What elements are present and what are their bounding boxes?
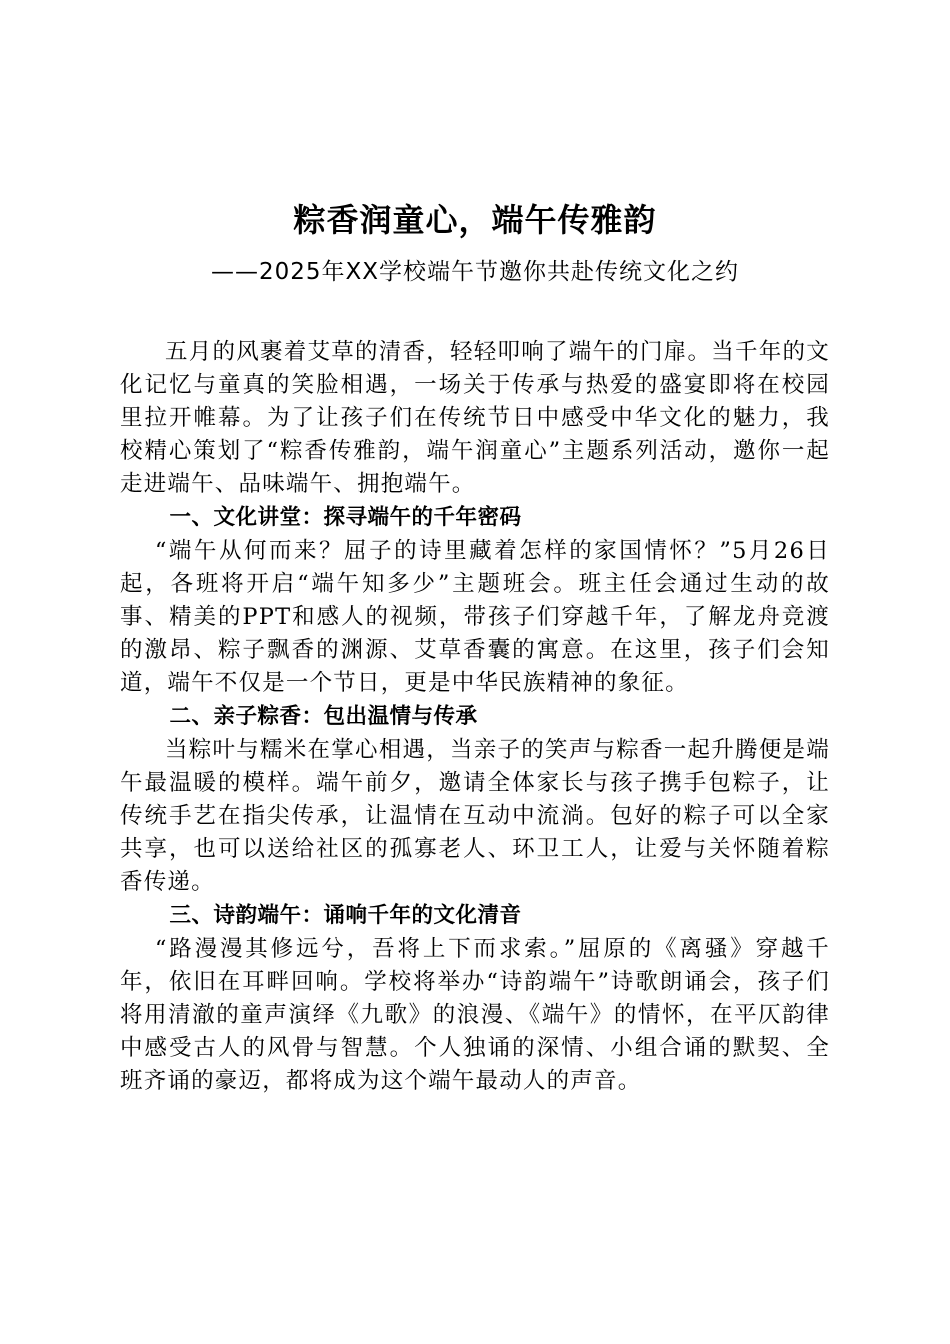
section-heading-poetry-recital: 三、诗韵端午：诵响千年的文化清音 xyxy=(169,903,522,928)
document-body xyxy=(120,336,830,1098)
section-heading-family-zongzi: 二、亲子粽香：包出温情与传承 xyxy=(169,704,478,729)
document-page xyxy=(120,196,830,1098)
document-title: 粽香润童心，端午传雅韵 xyxy=(293,201,657,239)
section-paragraph-poetry-recital: “路漫漫其修远兮，吾将上下而求索。”屈原的《离骚》穿越千年，依旧在耳畔回响。学校将举办“诗韵端午”诗歌朗诵会，孩子们将用清澈的童声演绎《九歌》的浪漫、《端午》的情怀，在平仄韵律中感受古人的风骨与智慧。个人独诵的深情、小组合诵的默契、全班齐诵的豪迈，都将成为这个端午最动人的声音。 xyxy=(120,936,830,1094)
intro-paragraph: 五月的风裹着艾草的清香，轻轻叩响了端午的门扉。当千年的文化记忆与童真的笑脸相遇，一场关于传承与热爱的盛宴即将在校园里拉开帷幕。为了让孩子们在传统节日中感受中华文化的魅力，我校精心策划了“粽香传雅韵，端午润童心”主题系列活动，邀你一起走进端午、品味端午、拥抱端午。 xyxy=(120,339,830,497)
section-paragraph-culture-lecture: “端午从何而来？屈子的诗里藏着怎样的家国情怀？”5月26日起，各班将开启“端午知多少”主题班会。班主任会通过生动的故事、精美的PPT和感人的视频，带孩子们穿越千年，了解龙舟竞渡的激昂、粽子飘香的渊源、艾草香囊的寓意。在这里，孩子们会知道，端午不仅是一个节日，更是中华民族精神的象征。 xyxy=(120,538,830,696)
section-heading-culture-lecture: 一、文化讲堂：探寻端午的千年密码 xyxy=(169,505,522,530)
section-paragraph-family-zongzi: 当粽叶与糯米在掌心相遇，当亲子的笑声与粽香一起升腾便是端午最温暖的模样。端午前夕，邀请全体家长与孩子携手包粽子，让传统手艺在指尖传承，让温情在互动中流淌。包好的粽子可以全家共享，也可以送给社区的孤寡老人、环卫工人，让爱与关怀随着粽香传递。 xyxy=(120,737,830,895)
document-subtitle: ——2025年XX学校端午节邀你共赴传统文化之约 xyxy=(210,259,740,285)
